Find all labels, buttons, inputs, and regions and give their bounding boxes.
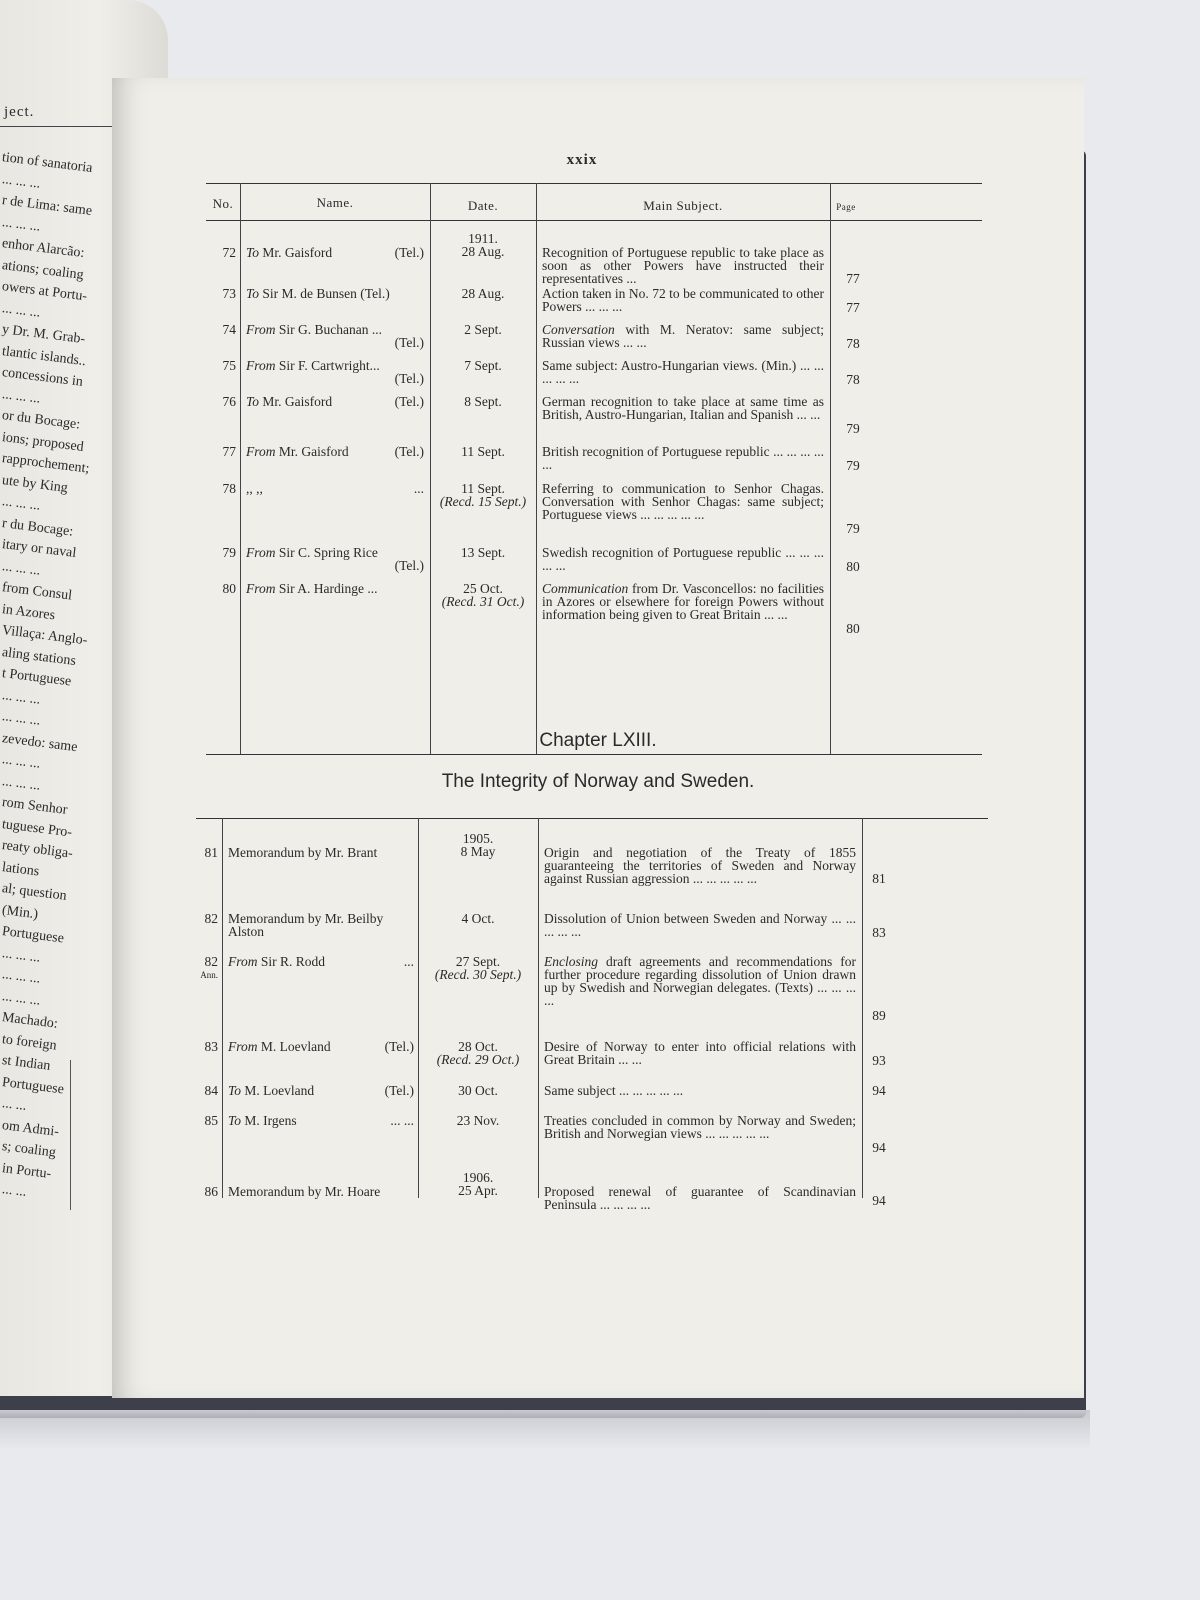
row-page: 80 — [846, 559, 860, 574]
left-page-line: ... ... ... — [1, 558, 42, 579]
row-subject — [542, 445, 824, 471]
row-date: 28 Aug. — [461, 244, 505, 259]
row-date: 25 Oct. — [463, 581, 503, 596]
row-name-text: M. Irgens — [241, 1113, 297, 1128]
left-page-line: or du Bocage: — [1, 408, 81, 433]
row-page: 78 — [846, 336, 860, 351]
row-page: 80 — [846, 621, 860, 636]
left-page-line: ... ... ... — [1, 988, 42, 1009]
row-telegram-marker: ... — [403, 954, 414, 969]
left-page-line: ... ... ... — [1, 945, 42, 966]
row-date: 28 Oct. — [458, 1039, 498, 1054]
page-number: xxix — [566, 152, 598, 168]
left-page-line: ions; proposed — [1, 429, 85, 455]
row-page: 79 — [846, 421, 860, 436]
left-page-line: tlantic islands.. — [1, 343, 87, 369]
row-page: 77 — [846, 271, 860, 286]
header-page: Page — [836, 202, 856, 212]
left-page-line: Portuguese — [1, 924, 65, 947]
row-telegram-marker: (Tel.) — [394, 444, 424, 459]
column-rule — [536, 183, 537, 754]
left-page-line: enhor Alarcão: — [1, 236, 86, 262]
row-subject-text: Same subject: Austro-Hungarian views. (Min.) ... ... ... ... ... — [542, 358, 824, 386]
row-name-text: Sir G. Buchanan ... — [275, 322, 382, 337]
row-name-prefix: From — [246, 322, 276, 337]
left-page-line: in Azores — [1, 601, 56, 623]
row-subject — [542, 582, 824, 621]
left-page-line: ... ... ... — [1, 171, 42, 192]
document-table-1 — [206, 183, 982, 755]
left-page-line: tuguese Pro- — [1, 816, 73, 841]
row-subject-text: Proposed renewal of guarantee of Scandinavian Peninsula ... ... ... ... — [544, 1184, 856, 1212]
row-name-prefix: To — [246, 245, 260, 260]
left-page-line: ... ... — [1, 1096, 28, 1114]
row-page: 89 — [872, 1008, 886, 1023]
row-name-prefix: From — [228, 1039, 258, 1054]
row-received-date: (Recd. 15 Sept.) — [439, 494, 527, 509]
table-top-rule — [196, 818, 988, 819]
header-main-subject: Main Subject. — [643, 198, 723, 213]
row-date-year: 1906. — [462, 1170, 494, 1185]
left-page-line: ... ... ... — [1, 300, 42, 321]
row-name-text: Mr. Gaisford — [259, 245, 333, 260]
left-page-line: r du Bocage: — [1, 515, 74, 540]
row-subject — [542, 395, 824, 421]
row-subject-text: Desire of Norway to enter into official relations with Great Britain ... ... — [544, 1039, 856, 1067]
chapter-label: Chapter LXIII. — [539, 730, 657, 751]
row-annex-label: Ann. — [200, 970, 218, 980]
row-subject — [542, 482, 824, 521]
left-page-line: ... ... ... — [1, 386, 42, 407]
row-page: 94 — [872, 1140, 886, 1155]
row-page: 83 — [872, 925, 886, 940]
row-name-text: Sir F. Cartwright... — [275, 358, 380, 373]
row-subject-text: Swedish recognition of Portuguese republic ... ... ... ... ... — [542, 545, 824, 573]
row-subject-text: Origin and negotiation of the Treaty of 1855 guaranteeing the territories of Sweden and Norway against Russian aggression ... ... ... ... ... — [544, 845, 856, 886]
row-name-text: Memorandum by Mr. Brant — [228, 845, 378, 860]
row-name-text: M. Loevland — [257, 1039, 331, 1054]
row-name-text: Sir C. Spring Rice — [275, 545, 378, 560]
row-name — [246, 287, 424, 300]
row-date: 8 Sept. — [464, 394, 502, 409]
row-subject — [542, 323, 824, 349]
left-page-line: rapprochement; — [1, 451, 91, 477]
row-name-prefix: From — [246, 545, 276, 560]
row-subject — [544, 955, 856, 1007]
row-telegram-marker: (Tel.) — [394, 394, 424, 409]
row-name-text: M. Loevland — [241, 1083, 315, 1098]
row-name-prefix: To — [228, 1083, 242, 1098]
left-page-line: lations — [1, 859, 41, 879]
column-rule — [830, 183, 831, 754]
row-date: 25 Apr. — [458, 1183, 498, 1198]
left-page-line: om Admi- — [1, 1117, 60, 1140]
row-date: 28 Aug. — [461, 286, 505, 301]
row-number: 86 — [204, 1184, 218, 1199]
row-date: 7 Sept. — [464, 358, 502, 373]
left-page-line: owers at Portu- — [1, 279, 88, 305]
left-page-line: zevedo: same — [1, 730, 79, 755]
row-telegram-marker: (Tel.) — [394, 371, 424, 386]
row-page: 81 — [872, 871, 886, 886]
row-name-text: Sir R. Rodd — [257, 954, 326, 969]
row-received-date: (Recd. 30 Sept.) — [434, 967, 522, 982]
left-page-line: t Portuguese — [1, 666, 73, 690]
row-number: 83 — [204, 1039, 218, 1054]
row-name — [246, 582, 424, 595]
row-name-text: Sir M. de Bunsen (Tel.) — [259, 286, 390, 301]
row-name-prefix: To — [228, 1113, 242, 1128]
column-rule — [222, 818, 223, 1198]
row-name-prefix: To — [246, 286, 260, 301]
left-page-line: ... ... ... — [1, 709, 42, 729]
row-subject — [544, 1084, 856, 1097]
row-name-prefix: From — [246, 444, 276, 459]
book-shadow — [0, 1410, 1090, 1450]
row-page: 79 — [846, 458, 860, 473]
row-date-year: 1905. — [462, 831, 494, 846]
left-page-line: aling stations — [1, 644, 77, 669]
row-number: 85 — [204, 1113, 218, 1128]
left-page-line: rom Senhor — [1, 795, 69, 818]
left-page-line: ... ... ... — [1, 687, 42, 708]
row-name — [228, 912, 414, 938]
row-name — [228, 1185, 414, 1198]
left-page-line: r de Lima: same — [1, 193, 93, 219]
row-subject-text: with M. Neratov: same subject; Russian views ... ... — [542, 322, 824, 350]
row-name-text: Mr. Gaisford — [259, 394, 333, 409]
row-number: 80 — [222, 581, 236, 596]
left-page-line: Portuguese — [1, 1074, 65, 1098]
left-page-line: st Indian — [1, 1053, 52, 1074]
row-date: 11 Sept. — [461, 444, 505, 459]
row-subject — [544, 912, 856, 938]
left-page-header: ject. — [4, 104, 35, 120]
row-number: 75 — [222, 358, 236, 373]
left-page-line: ations; coaling — [1, 257, 85, 283]
row-date: 4 Oct. — [461, 911, 495, 926]
row-number: 81 — [204, 845, 218, 860]
left-page-line: from Consul — [1, 580, 73, 604]
row-number: 77 — [222, 444, 236, 459]
row-subject-italic: Conversation — [542, 322, 615, 337]
row-subject-italic: Enclosing — [544, 954, 598, 969]
row-page: 94 — [872, 1083, 886, 1098]
row-subject — [542, 359, 824, 385]
row-subject — [544, 1114, 856, 1140]
row-telegram-marker: (Tel.) — [394, 558, 424, 573]
row-number: 74 — [222, 322, 236, 337]
row-subject-text: German recognition to take place at same time as British, Austro-Hungarian, Italian and Spanish ... ... — [542, 394, 824, 422]
row-date: 13 Sept. — [460, 545, 506, 560]
row-number: 79 — [222, 545, 236, 560]
row-subject — [542, 287, 824, 313]
row-date-year: 1911. — [468, 231, 498, 246]
row-page: 77 — [846, 300, 860, 315]
header-no: No. — [212, 196, 234, 211]
left-page-line: to foreign — [1, 1031, 58, 1054]
row-telegram-marker: ... — [413, 481, 424, 496]
table-top-rule — [206, 183, 982, 184]
left-page-line: tion of sanatoria — [1, 150, 94, 177]
row-name-prefix: From — [246, 358, 276, 373]
row-name-text: Memorandum by Mr. Beilby Alston — [228, 911, 384, 939]
row-number: 78 — [222, 481, 236, 496]
row-page: 78 — [846, 372, 860, 387]
row-subject-text: draft agreements and recommendations for further procedure regarding dissolution of Union drawn up by Swedish and Norwegian delegates. (Texts) ... ... ... ... — [544, 954, 856, 1008]
row-subject — [544, 1185, 856, 1211]
row-name-text: Sir A. Hardinge ... — [275, 581, 378, 596]
column-rule — [862, 818, 863, 1198]
column-rule — [430, 183, 431, 754]
row-subject — [544, 846, 856, 885]
row-received-date: (Recd. 29 Oct.) — [436, 1052, 520, 1067]
left-page-line: ... ... ... — [1, 773, 42, 794]
left-page-line: y Dr. M. Grab- — [1, 322, 86, 348]
row-date: 11 Sept. — [461, 481, 505, 496]
row-name-prefix: From — [246, 581, 276, 596]
row-subject — [542, 246, 824, 285]
document-table-2 — [196, 818, 988, 1268]
row-name-prefix: To — [246, 394, 260, 409]
chapter-title: The Integrity of Norway and Sweden. — [441, 771, 755, 792]
right-page — [112, 78, 1084, 1398]
row-subject-text: Action taken in No. 72 to be communicated to other Powers ... ... ... — [542, 286, 824, 314]
left-page-line: s; coaling — [1, 1139, 57, 1161]
row-telegram-marker: ... ... — [390, 1113, 414, 1128]
row-date: 23 Nov. — [456, 1113, 500, 1128]
row-telegram-marker: (Tel.) — [394, 245, 424, 260]
left-page-line: (Min.) — [1, 902, 39, 922]
table-header-rule — [206, 220, 982, 221]
column-rule — [240, 183, 241, 754]
row-date: 30 Oct. — [458, 1083, 498, 1098]
row-subject-text: Dissolution of Union between Sweden and Norway ... ... ... ... ... — [544, 911, 856, 939]
left-page-line: Villaça: Anglo- — [1, 623, 89, 649]
left-page-column-rule-lower — [70, 1060, 71, 1210]
row-number: 82 — [204, 911, 218, 926]
row-telegram-marker: (Tel.) — [384, 1083, 414, 1098]
row-page: 94 — [872, 1193, 886, 1208]
left-page-line: ute by King — [1, 472, 69, 496]
header-name: Name. — [316, 195, 354, 210]
row-number: 84 — [204, 1083, 218, 1098]
left-page-line: ... ... ... — [1, 752, 42, 772]
row-subject-text: Referring to communication to Senhor Chagas. Conversation with Senhor Chagas: same subject; Portuguese views ... ... ... ... ... — [542, 481, 824, 522]
row-date: 8 May — [460, 844, 496, 859]
row-name-prefix: From — [228, 954, 258, 969]
row-number: 73 — [222, 286, 236, 301]
left-page-line: concessions in — [1, 365, 84, 390]
left-page-line: ... ... — [1, 1182, 28, 1200]
row-name — [228, 846, 414, 859]
row-subject-text: Same subject ... ... ... ... ... — [544, 1083, 684, 1098]
row-date: 2 Sept. — [464, 322, 502, 337]
column-rule — [418, 818, 419, 1198]
row-name-text: Memorandum by Mr. Hoare — [228, 1184, 381, 1199]
row-date: 27 Sept. — [455, 954, 501, 969]
row-subject — [544, 1040, 856, 1066]
row-subject-italic: Communication — [542, 581, 629, 596]
row-number: 76 — [222, 394, 236, 409]
row-received-date: (Recd. 31 Oct.) — [441, 594, 525, 609]
row-page: 93 — [872, 1053, 886, 1068]
row-subject-text: British recognition of Portuguese republic ... ... ... ... ... — [542, 444, 824, 472]
row-number: 82 — [204, 954, 218, 969]
table-bottom-rule — [206, 754, 982, 755]
row-name-text: ,, ,, — [246, 481, 263, 496]
row-page: 79 — [846, 521, 860, 536]
column-rule — [538, 818, 539, 1198]
left-page-line: itary or naval — [1, 537, 78, 562]
left-page-line: in Portu- — [1, 1160, 52, 1182]
left-page-line: ... ... ... — [1, 967, 42, 987]
left-page-line: al; question — [1, 881, 68, 904]
row-subject — [542, 546, 824, 572]
row-telegram-marker: (Tel.) — [394, 335, 424, 350]
left-page-line: ... ... ... — [1, 494, 42, 514]
row-name-text: Mr. Gaisford — [275, 444, 349, 459]
header-date: Date. — [467, 198, 499, 213]
row-number: 72 — [222, 245, 236, 260]
row-subject-text: Recognition of Portuguese republic to take place as soon as other Powers have instructed their representatives ... — [542, 245, 824, 286]
row-telegram-marker: (Tel.) — [384, 1039, 414, 1054]
row-subject-text: from Dr. Vasconcellos: no facilities in Azores or elsewhere for foreign Powers without information being given to Great Britain ... ... — [542, 581, 824, 622]
left-page-line: reaty obliga- — [1, 838, 74, 862]
row-subject-text: Treaties concluded in common by Norway and Sweden; British and Norwegian views ... ... ... ... ... — [544, 1113, 856, 1141]
left-page-line: ... ... ... — [1, 214, 42, 235]
left-page-line: Machado: — [1, 1010, 59, 1032]
